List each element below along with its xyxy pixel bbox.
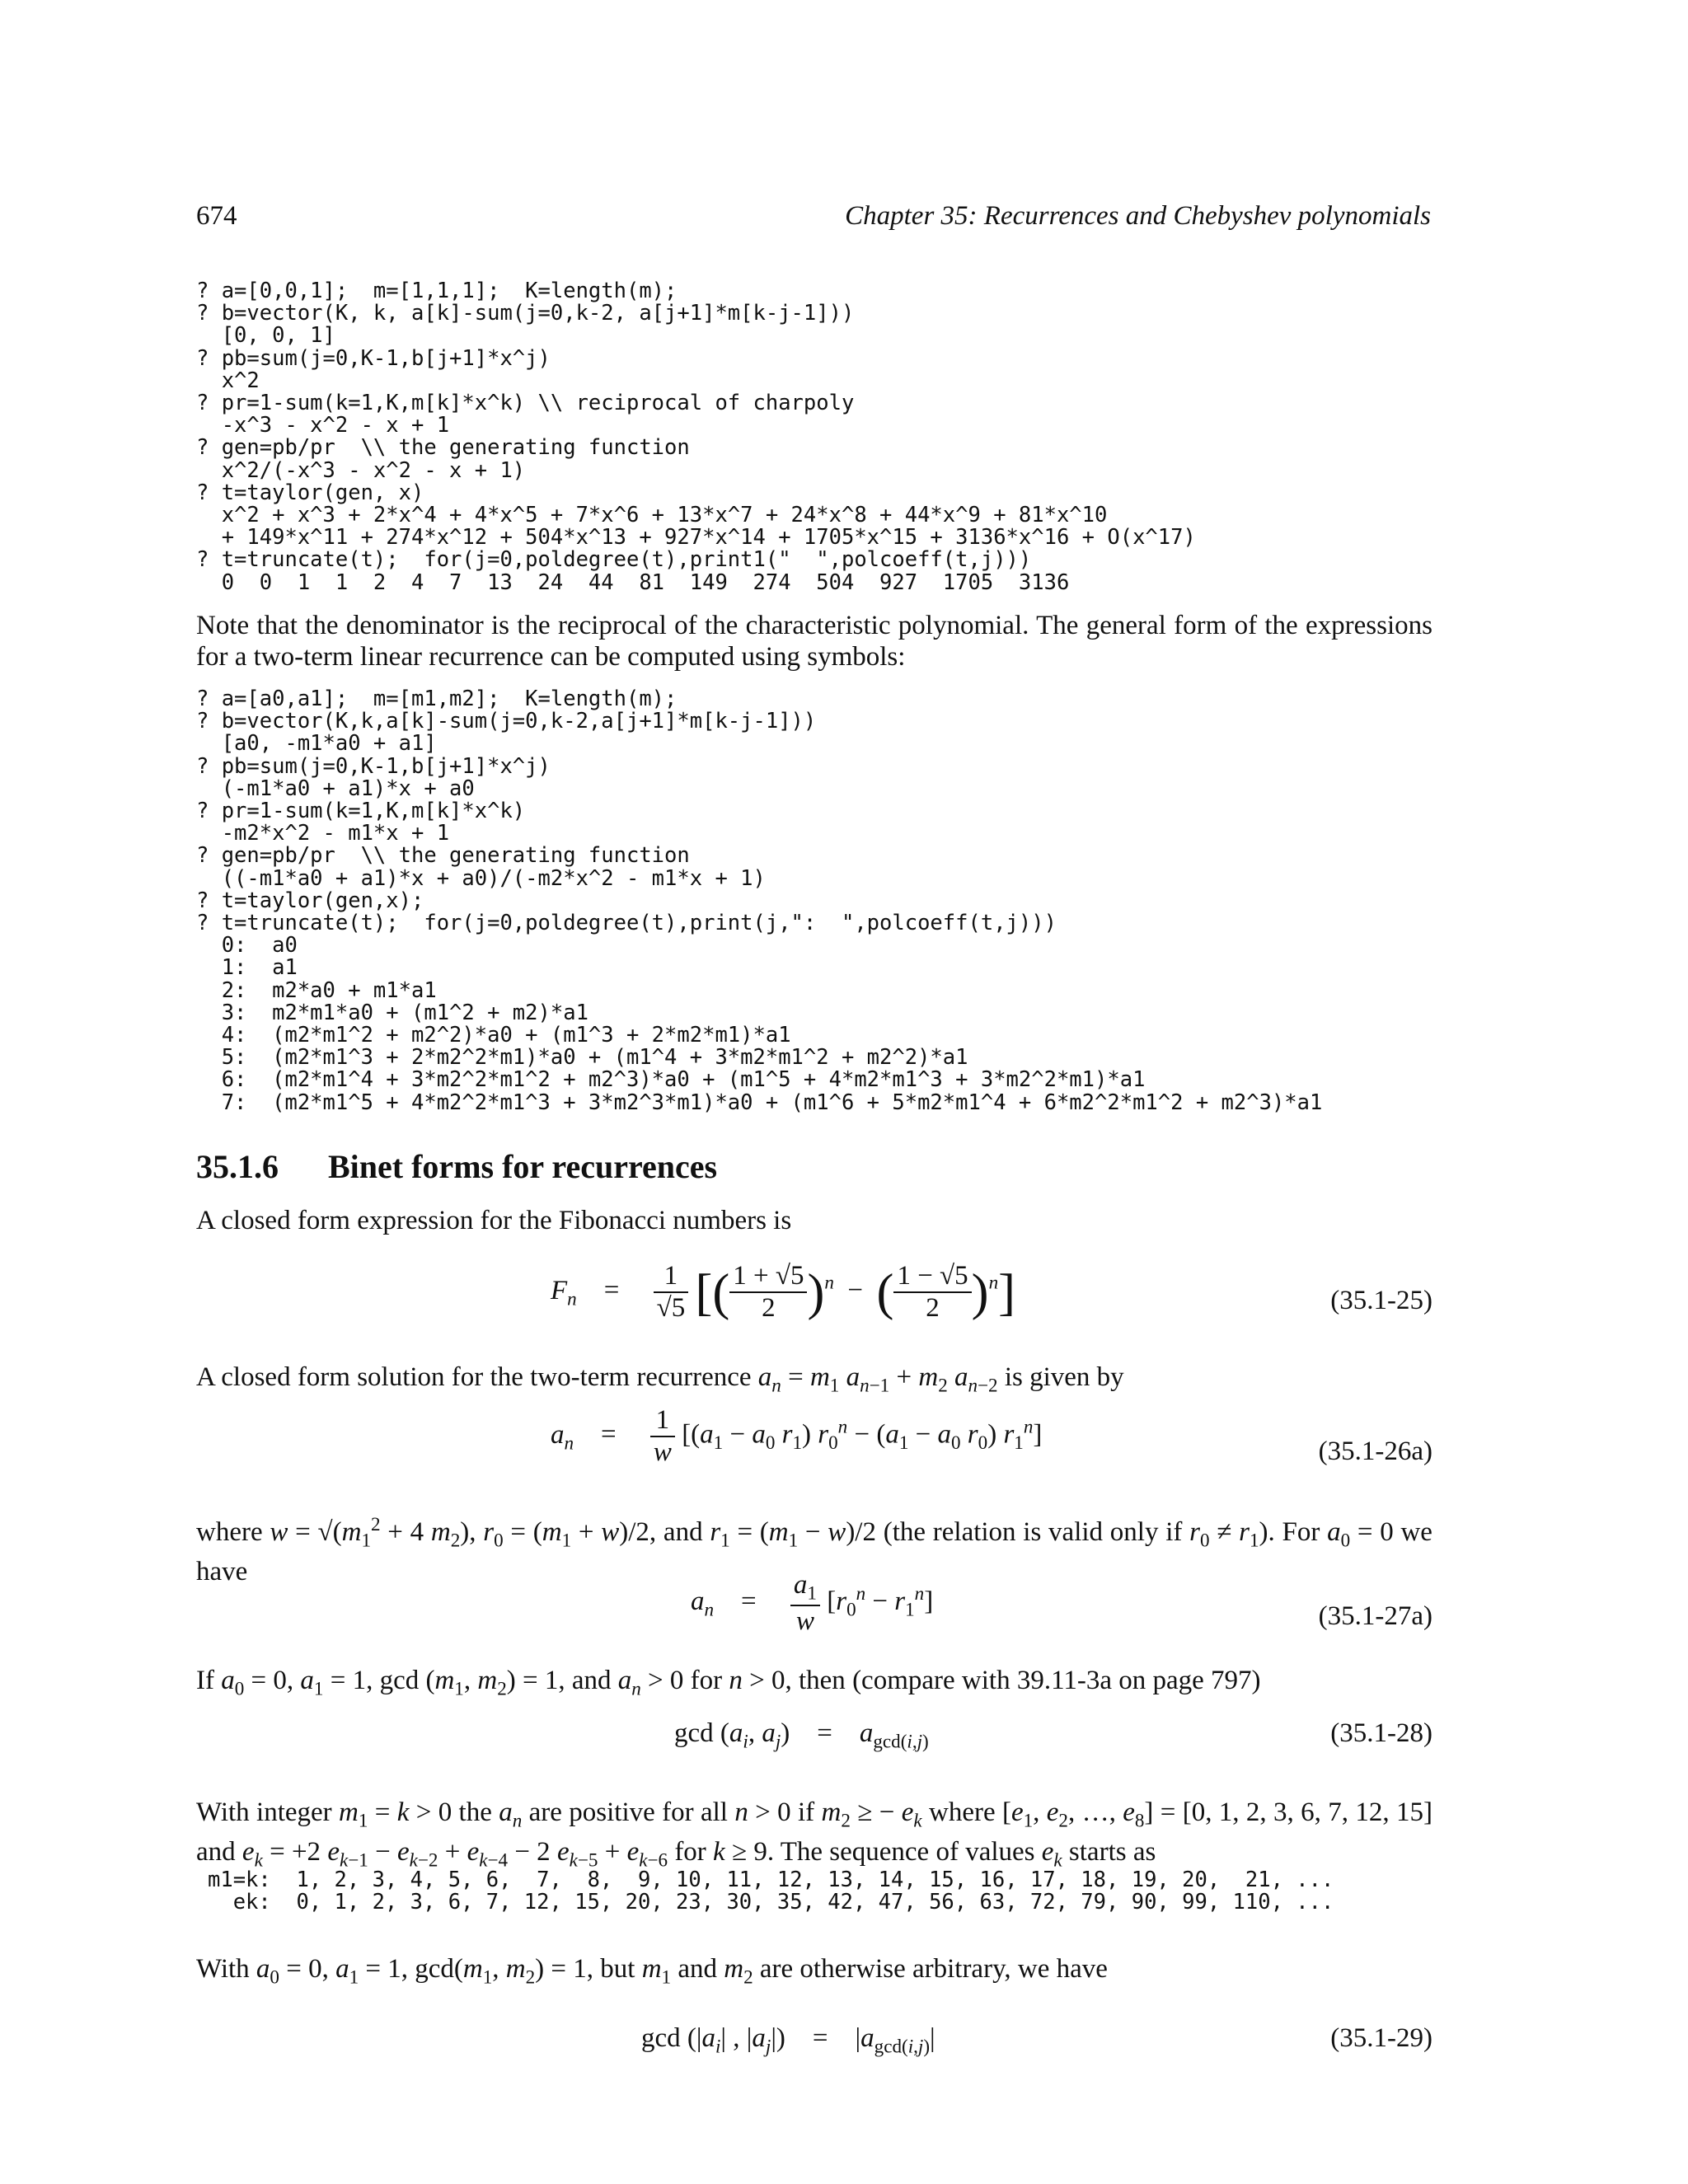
section-title: Binet forms for recurrences	[328, 1148, 718, 1185]
paragraph-denominator-note: Note that the denominator is the reciprocal of the characteristic polynomial. The general form of the expressions for a two-term linear recurrence can be computed using symbols:	[196, 611, 1432, 672]
equation-body: $F_n$ = $\frac{1}{√5}$ [( $\frac{1 + √5}{2}$ )$^n$ − ( $\frac{1 - √5}{2}$ )$^n$]	[551, 1261, 1015, 1323]
code-block-pari-example: ? a=[0,0,1]; m=[1,1,1]; K=length(m); ? b=vector(K, k, a[k]-sum(j=0,k-2, a[j+1]*m[k-j-1])) [0, 0, 1] ? pb=sum(j=0,K-1,b[j+1]*x^j) x^2 ? pr=1-sum(k=1,K,m[k]*x^k) \\ reciprocal of charpoly -x^3 - x^2 - x + 1 ? gen=pb/pr \\ the generating function x^2/(-x^3 - x^2 - x + 1) ? t=taylor(gen, x) x^2 + x^3 + 2*x^4 + 4*x^5 + 7*x^6 + 13*x^7 + 24*x^8 + 44*x^9 + 81*x^10 + 149*x^11 + 274*x^12 + 504*x^13 + 927*x^14 + 1705*x^15 + 3136*x^16 + O(x^17) ? t=truncate(t); for(j=0,poldegree(t),print1(" ",polcoeff(t,j))) 0 0 1 1 2 4 7 13 24 44 81 149 274 504 927 1705 3136	[196, 279, 1196, 595]
section-number: 35.1.6	[196, 1148, 279, 1185]
paragraph-w-definition: where $w = √(m_1^2 + 4$ $m_2$), $r_0 = (m_1 + w)/2$, and $r_1 = (m_1 - w)/2$ (the relation is valid only if $r_0 \ne r_1$). For $a_0 = 0$ we have	[196, 1513, 1432, 1586]
equation-fibonacci-binet	[196, 1244, 1432, 1343]
paragraph-arbitrary-m: With $a_0 = 0$, $a_1 = 1$, $\gcd(m_1$, $m_2) = 1$, but $m_1$ and $m_2$ are otherwise arbitrary, we have	[196, 1954, 1108, 1988]
equation-number: (35.1-29)	[1330, 2023, 1432, 2053]
page-header	[196, 201, 1431, 242]
page-number: 674	[196, 201, 237, 231]
paragraph-fibonacci-intro: A closed form expression for the Fibonacci numbers is	[196, 1206, 792, 1235]
equation-two-term-binet	[196, 1405, 1432, 1488]
equation-number: (35.1-28)	[1330, 1718, 1432, 1748]
sequence-table: m1=k: 1, 2, 3, 4, 5, 6, 7, 8, 9, 10, 11, 12, 13, 14, 15, 16, 17, 18, 19, 20, 21, ... ek: 0, 1, 2, 3, 6, 7, 12, 15, 20, 23, 30, 35, 42, 47, 56, 63, 72, 79, 90, 99, 110, ...	[208, 1868, 1334, 1915]
code-block-symbolic-recurrence: ? a=[a0,a1]; m=[m1,m2]; K=length(m); ? b=vector(K,k,a[k]-sum(j=0,k-2,a[j+1]*m[k-j-1])) [a0, -m1*a0 + a1] ? pb=sum(j=0,K-1,b[j+1]*x^j) (-m1*a0 + a1)*x + a0 ? pr=1-sum(k=1,K,m[k]*x^k) -m2*x^2 - m1*x + 1 ? gen=pb/pr \\ the generating function ((-m1*a0 + a1)*x + a0)/(-m2*x^2 - m1*x + 1) ? t=taylor(gen,x); ? t=truncate(t); for(j=0,poldegree(t),print(j,": ",polcoeff(t,j))) 0: a0 1: a1 2: m2*a0 + m1*a1 3: m2*m1*a0 + (m1^2 + m2)*a1 4: (m2*m1^2 + m2^2)*a0 + (m1^3 + 2*m2*m1)*a1 5: (m2*m1^3 + 2*m2^2*m1)*a0 + (m1^4 + 3*m2*m1^2 + m2^2)*a1 6: (m2*m1^4 + 3*m2^2*m1^2 + m2^3)*a0 + (m1^5 + 4*m2*m1^3 + 3*m2^2*m1)*a1 7: (m2*m1^5 + 4*m2^2*m1^3 + 3*m2^3*m1)*a0 + (m1^6 + 5*m2*m1^4 + 6*m2^2*m1^2 + m2^3)*a1	[196, 687, 1323, 1115]
equation-number: (35.1-26a)	[1318, 1436, 1432, 1466]
equation-number: (35.1-25)	[1330, 1286, 1432, 1315]
equation-number: (35.1-27a)	[1318, 1601, 1432, 1631]
equation-body: $\gcd (a_i$, $a_j$) = $a_{gcd(i,j)}$	[674, 1718, 929, 1752]
chapter-title: Chapter 35: Recurrences and Chebyshev polynomials	[845, 201, 1431, 231]
paragraph-two-term-solution: A closed form solution for the two-term recurrence $a_n = m_1$ $a_{n-1} + m_2$ $a_{n-2}$ is given by	[196, 1362, 1124, 1396]
paragraph-gcd-condition: If $a_0 = 0$, $a_1 = 1$, $\gcd (m_1$, $m_2) = 1$, and $a_n > 0$ for n > 0, then (compare with 39.11-3a on page 797)	[196, 1666, 1261, 1699]
equation-body: $\gcd (|a_i|$ , $|a_j|$) = $|a_{gcd(i,j)}|$	[641, 2023, 935, 2057]
equation-gcd-property	[196, 1718, 1432, 1760]
paragraph-integer-m1: With integer $m_1 = k > 0$ the $a_n$ are positive for all n > 0 if $m_2$ ≥ − $e_k$ where [$e_1$, $e_2$, …, $e_8] = [0$, 1, 2, 3, 6, 7, 12, 15] and $e_k = +2$ $e_{k-1} - e_{k-2} + e_{k-4} - 2$ $e_{k-5} + e_{k-6}$ for k ≥ 9. The sequence of values $e_k$ starts as	[196, 1797, 1432, 1871]
equation-body: $a_n$ = $\frac{a_1}{w}$ $[r_0^n - r_1^n]$	[691, 1570, 934, 1636]
section-heading	[196, 1147, 717, 1186]
equation-a0-zero	[196, 1570, 1432, 1652]
equation-body: $a_n$ = $\frac{1}{w}$ [($a_1 - a_0$ $r_1$) $r_0^n - (a_1 - a_0$ $r_0$) $r_1^n$]	[551, 1405, 1043, 1467]
equation-gcd-absolute	[196, 2023, 1432, 2064]
